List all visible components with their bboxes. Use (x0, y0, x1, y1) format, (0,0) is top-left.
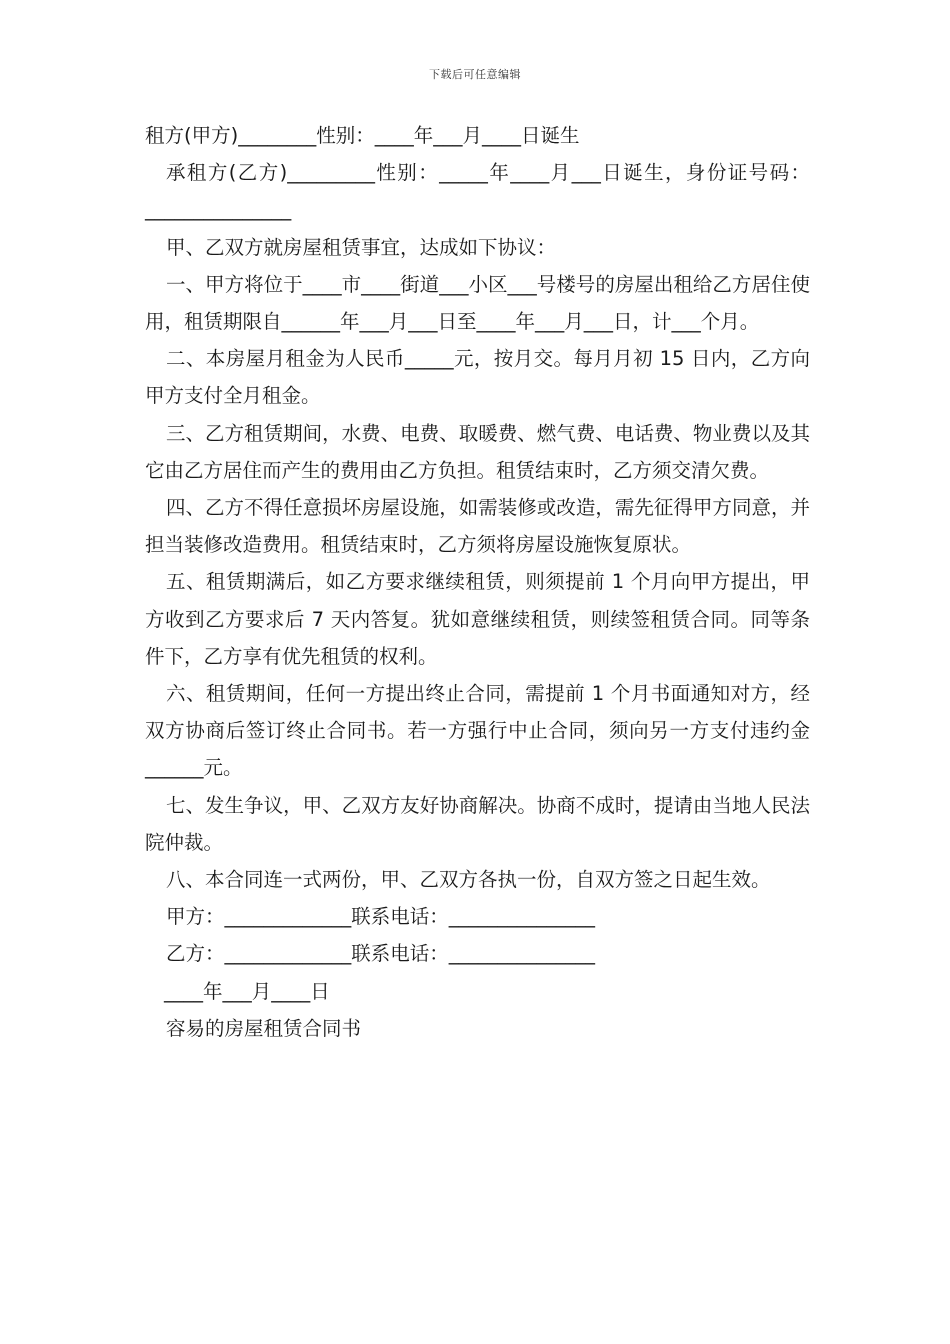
party-b-signature-line: 乙方：_____________联系电话：_______________ (166, 942, 596, 966)
clause-2: 二、本房屋月租金为人民币_____元，按月交。每月月初 15 日内，乙方向甲方支付全月租金。 (145, 347, 810, 408)
lessor-line: 租方(甲方)________性别：____年___月____日诞生 (145, 124, 580, 147)
clause-1: 一、甲方将位于____市____街道___小区___号楼号的房屋出租给乙方居住使用，租赁期限自______年___月___日至____年___月___日，计___个月。 (145, 272, 810, 334)
contract-body (145, 117, 810, 1047)
agreement-intro: 甲、乙双方就房屋租赁事宜，达成如下协议： (166, 235, 557, 259)
party-a-signature-line: 甲方：_____________联系电话：_______________ (166, 905, 596, 929)
lessee-line: 承租方(乙方)_________性别：_____年____月___日诞生，身份证号码：_______________ (145, 161, 810, 222)
clause-5: 五、租赁期满后，如乙方要求继续租赁，则须提前 1 个月向甲方提出，甲方收到乙方要求后 7 天内答复。犹如意继续租赁，则续签租赁合同。同等条件下，乙方享有优先租赁的权利。 (145, 570, 810, 668)
clause-6: 六、租赁期间，任何一方提出终止合同，需提前 1 个月书面通知对方，经双方协商后签订终止合同书。若一方强行中止合同，须向另一方支付违约金______元。 (145, 682, 810, 780)
header-note: 下载后可任意编辑 (429, 68, 521, 81)
next-document-title: 容易的房屋租赁合同书 (166, 1016, 362, 1040)
clause-3: 三、乙方租赁期间，水费、电费、取暖费、燃气费、电话费、物业费以及其它由乙方居住而产生的费用由乙方负担。租赁结束时，乙方须交清欠费。 (145, 421, 810, 482)
clause-7: 七、发生争议，甲、乙双方友好协商解决。协商不成时，提请由当地人民法院仲裁。 (145, 793, 810, 854)
clause-4: 四、乙方不得任意损坏房屋设施，如需装修或改造，需先征得甲方同意，并担当装修改造费用。租赁结束时，乙方须将房屋设施恢复原状。 (145, 496, 810, 557)
clause-8: 八、本合同连一式两份，甲、乙双方各执一份，自双方签之日起生效。 (166, 868, 771, 892)
date-line: ____年___月____日 (164, 979, 330, 1003)
